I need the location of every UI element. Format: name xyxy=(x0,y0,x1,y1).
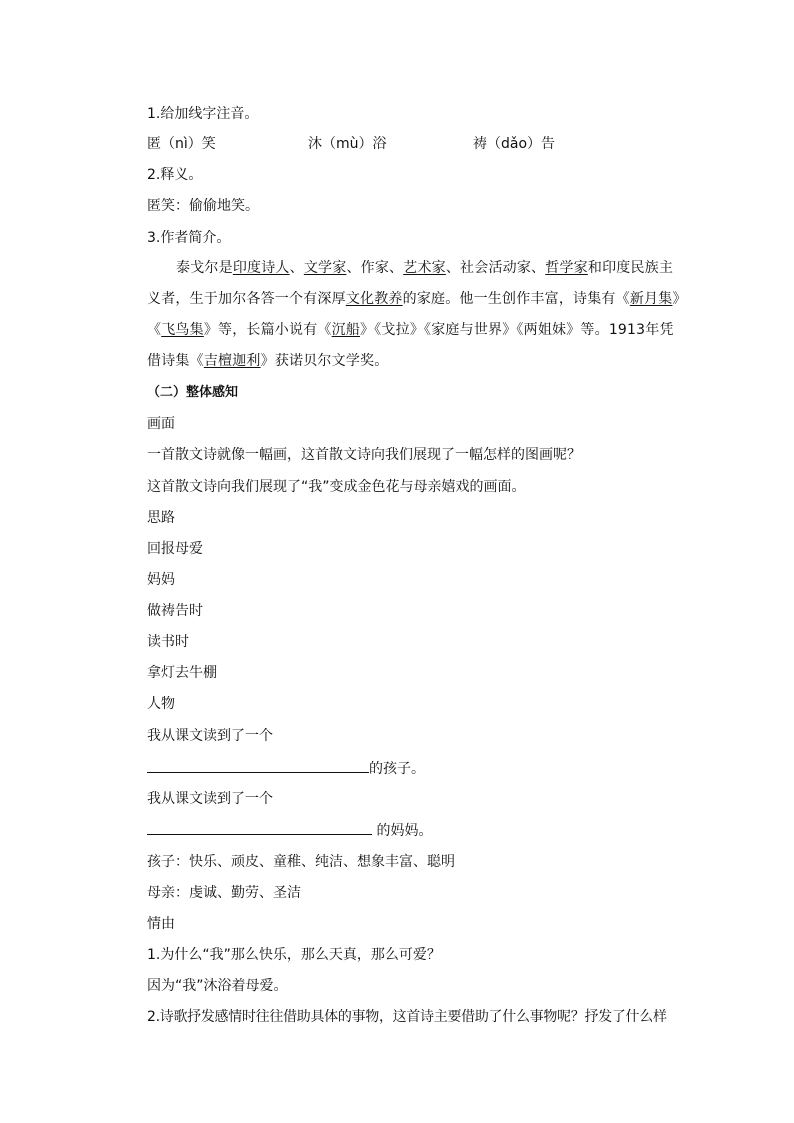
fill-blank-mom: 的妈妈。 xyxy=(147,820,432,841)
author-paragraph: 泰戈尔是印度诗人、文学家、作家、艺术家、社会活动家、哲学家和印度民族主义者，生于加尔各答一个有深厚文化教养的家庭。他一生创作丰富，诗集有《新月集》《飞鸟集》等，长篇小说有《沉船》《戈拉》《家庭与世界》《两姐妹》等。1913年凭借诗集《吉檀迦利》获诺贝尔文学奖。 xyxy=(147,260,687,369)
line-daogao: 做祷告时 xyxy=(147,603,203,619)
rest-char: 告 xyxy=(541,136,556,152)
link-underlined: 新月集 xyxy=(629,291,673,307)
link-underlined: 哲学家 xyxy=(545,260,588,276)
pinyin-item xyxy=(308,134,387,154)
link-underlined: 艺术家 xyxy=(403,260,446,276)
fill-blank-child: 的孩子。 xyxy=(147,758,425,779)
link-underlined: 沉船 xyxy=(331,322,361,338)
section-title-author: 3.作者简介。 xyxy=(147,230,231,246)
section-heading: （二）整体感知 xyxy=(147,385,239,400)
definition-text: 匿笑：偷偷地笑。 xyxy=(147,198,259,214)
target-char: 沐 xyxy=(308,136,322,152)
line-qingyou: 情由 xyxy=(147,916,175,932)
line-mom-prompt: 我从课文读到了一个 xyxy=(147,791,273,807)
rest-char: 浴 xyxy=(372,136,387,152)
link-underlined: 文学家 xyxy=(303,260,347,276)
pinyin: （dǎo） xyxy=(487,136,542,152)
line-huibao: 回报母爱 xyxy=(147,541,203,557)
line-mama: 妈妈 xyxy=(147,572,175,588)
pinyin: （mù） xyxy=(322,136,373,152)
pinyin-item xyxy=(473,134,555,154)
link-underlined: 吉檀迦利 xyxy=(203,353,261,369)
question-line: 一首散文诗就像一幅画，这首散文诗向我们展现了一幅怎样的图画呢？ xyxy=(147,447,581,463)
pinyin-item xyxy=(147,134,216,154)
answer-blank[interactable] xyxy=(147,758,369,773)
mother-traits: 母亲：虔诚、勤劳、圣洁 xyxy=(147,885,301,901)
line-child-prompt: 我从课文读到了一个 xyxy=(147,728,273,744)
answer-blank[interactable] xyxy=(147,820,372,835)
child-traits: 孩子：快乐、顽皮、童稚、纯洁、想象丰富、聪明 xyxy=(147,854,455,870)
target-char: 祷 xyxy=(473,136,487,152)
answer-line: 这首散文诗向我们展现了“我”变成金色花与母亲嬉戏的画面。 xyxy=(147,479,526,495)
line-renwu: 人物 xyxy=(147,696,175,712)
link-underlined: 印度诗人 xyxy=(232,260,290,276)
target-char: 匿 xyxy=(147,136,161,152)
section-title-definition: 2.释义。 xyxy=(147,167,203,183)
question-2: 2.诗歌抒发感情时往往借助具体的事物，这首诗主要借助了什么事物呢？抒发了什么样 xyxy=(147,1009,667,1025)
link-underlined: 文化教养 xyxy=(345,291,403,307)
pinyin: （nì） xyxy=(161,136,202,152)
question-1: 1.为什么“我”那么快乐，那么天真，那么可爱？ xyxy=(147,947,441,963)
line-nadeng: 拿灯去牛棚 xyxy=(147,665,217,681)
line-dushu: 读书时 xyxy=(147,634,189,650)
pinyin-row xyxy=(147,134,687,154)
section-title-pinyin: 1.给加线字注音。 xyxy=(147,106,259,122)
line-huamian: 画面 xyxy=(147,416,175,432)
link-underlined: 飞鸟集 xyxy=(161,322,204,338)
line-silu: 思路 xyxy=(147,510,175,526)
answer-1: 因为“我”沐浴着母爱。 xyxy=(147,978,288,994)
rest-char: 笑 xyxy=(201,136,216,152)
